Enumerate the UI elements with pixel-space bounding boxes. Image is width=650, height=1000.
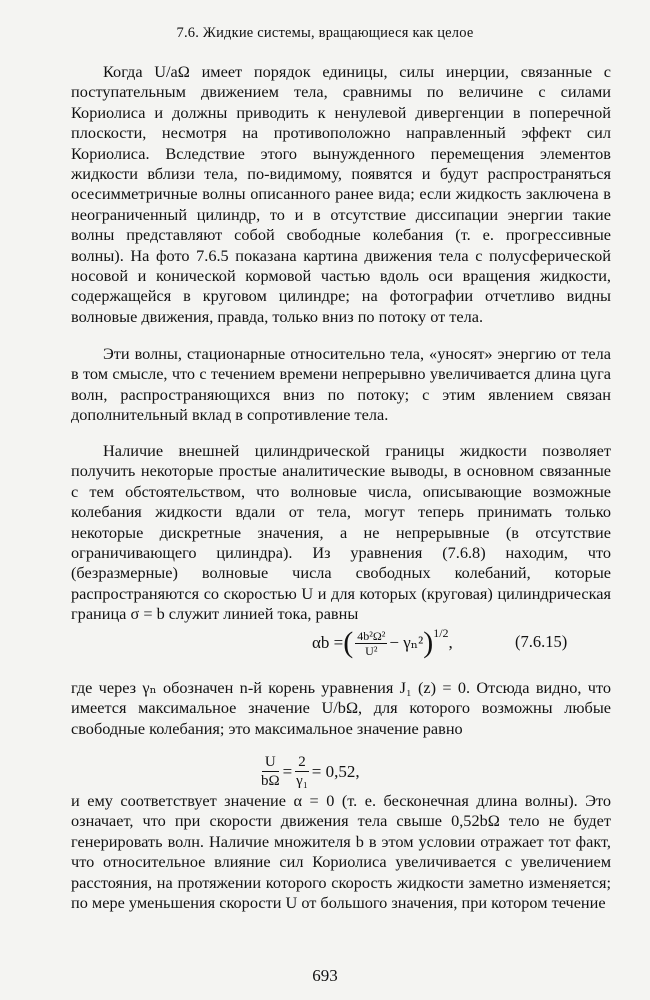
equation1-comma: , — [448, 633, 453, 652]
equation2-fraction-2: $\frac{2}{\text{γ₁}}$ — [296, 754, 308, 789]
equation2-fraction-1: $\frac{U}{b\Omega}$ — [261, 754, 280, 789]
paragraph-4: где через γₙ обозначен n-й корень уравнения J₁ (z) = 0. Отсюда видно, что имеется максимальное значение U/bΩ, для которого возможны любые свободные колебания; это максимальное значение равно — [71, 678, 611, 738]
running-header: 7.6. Жидкие системы, вращающиеся как целое — [176, 25, 474, 41]
equation1-lhs: αb = — [312, 633, 344, 652]
equation-7-6-15: αb = ( $\frac{\text{4b²Ω²}}{\text{U²}}$ − γₙ² ) $^{1/2}$ , — [312, 625, 453, 659]
equation1-numerator: 4b²Ω² — [357, 628, 386, 643]
paragraph-2: Эти волны, стационарные относительно тела, «уносят» энергию от тела в том смысле, что с течением времени непрерывно увеличивается длина цуга волн, распространяющихся вниз по потоку; с этим явлением связан дополнительный вклад в сопротивление тела. — [71, 344, 611, 425]
page-number: 693 — [312, 966, 338, 985]
paragraph-5: и ему соответствует значение α = 0 (т. е. бесконечная длина волны). Это означает, что при скорости движения тела свыше 0,52bΩ тело не будет генерировать волн. Наличие множителя b в этом условии отражает тот факт, что относительное влияние сил Кориолиса увеличивается с увеличением расстояния, на протяжении которого скорость жидкости заметно изменяется; по мере уменьшения скорости U от большого значения, при котором течение — [71, 791, 611, 913]
equation1-tail: − γₙ² — [389, 633, 424, 652]
equation1-exponent: 1/2 — [433, 625, 449, 640]
equation1-fraction — [355, 629, 387, 658]
equation-max-value: $\frac{U}{b\Omega}$ = $\frac{2}{\text{γ₁}}$ = 0,52, — [261, 754, 360, 789]
equation1-denominator: U² — [365, 643, 378, 658]
equation-number: (7.6.15) — [515, 632, 568, 651]
paragraph-1: Когда U/aΩ имеет порядок единицы, силы инерции, связанные с поступательным движением тела, сравнимы по величине с силами Кориолиса и должны приводить к ненулевой дивергенции в поперечной плоскости, несмотря на противоположно направленный эффект сил Кориолиса. Вследствие этого вынужденного перемещения элементов жидкости вблизи тела, по-видимому, появятся и будут распространяться осесимметричные волны описанного ранее вида; если жидкость заключена в неограниченный цилиндр, то и в отсутствие диссипации энергии такие волны представляют собой свободные колебания (т. е. прогрессивные волны). На фото 7.6.5 показана картина движения тела с полусферической носовой и конической кормовой частью вдоль оси вращения жидкости, содержащейся в круговом цилиндре; на фотографии отчетливо видны волновые движения, правда, только вниз по потоку от тела. — [71, 62, 611, 326]
paragraph-3: Наличие внешней цилиндрической границы жидкости позволяет получить некоторые простые аналитические выводы, в основном связанные с тем обстоятельством, что волновые числа, описывающие возможные колебания жидкости вдали от тела, могут теперь принимать только некоторые дискретные значения, а не непрерывные (в отсутствие ограничивающего цилиндра). Из уравнения (7.6.8) находим, что (безразмерные) волновые числа свободных колебаний, которые распространяются со скоростью U и для которых (круговая) цилиндрическая граница σ = b служит линией тока, равны — [71, 441, 611, 624]
